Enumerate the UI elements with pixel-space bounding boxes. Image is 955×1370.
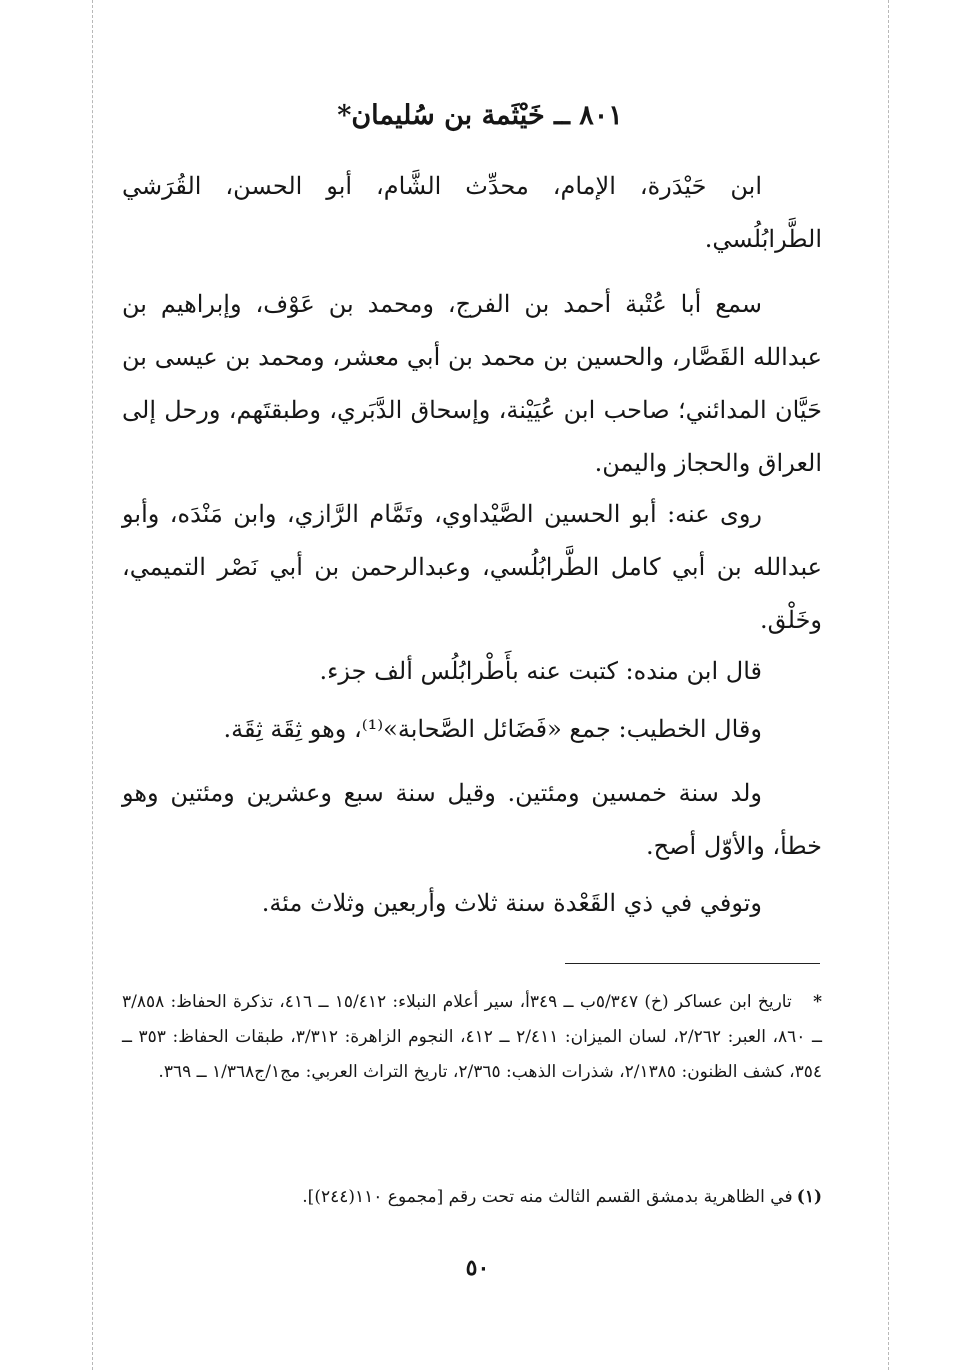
page-number: ٥٠ xyxy=(465,1255,490,1281)
paragraph-text: ولد سنة خمسين ومئتين. وقيل سنة سبع وعشرين ومئتين وهو خطأ، والأوّل أصح. xyxy=(122,779,822,860)
left-margin-line xyxy=(92,0,93,1370)
right-margin-line xyxy=(888,0,889,1370)
footnote-text: تاريخ ابن عساكر (خ) ٥/٣٤٧ب ــ ٣٤٩أ، سير أعلام النبلاء: ١٥/٤١٢ ــ ٤١٦، تذكرة الحفاظ: ٣/٨٥٨ ــ ٨٦٠، العبر: ٢/٢٦٢، لسان الميزان: ٢/٤١١ ــ ٤١٢، النجوم الزاهرة: ٣/٣١٢، طبقات الحفاظ: ٣٥٣ ــ ٣٥٤، كشف الظنون: ٢/١٣٨٥، شذرات الذهب: ٢/٣٦٥، تاريخ التراث العربي: مج١/ج١/٣٦٨ ــ ٣٦٩. xyxy=(122,992,822,1082)
paragraph-khatib-quote xyxy=(122,703,822,756)
paragraph-lineage xyxy=(122,160,822,266)
paragraph-text: روى عنه: أبو الحسين الصَّيْداوي، وتَمَّام الرَّازي، وابن مَنْدَه، وأبو عبدالله بن أبي كامل الطَّرابُلُسي، وعبدالرحمن بن أبي نَصْر التميمي، وخَلْق. xyxy=(122,500,822,634)
footnote-divider xyxy=(565,963,820,964)
footnote-sources xyxy=(122,985,822,1090)
footnote-mark: (١) xyxy=(796,1187,822,1207)
paragraph-birth xyxy=(122,767,822,873)
paragraph-text: ابن حَيْدَرة، الإمام، محدِّث الشَّام، أبو الحسن، القُرَشي الطَّرابُلُسي. xyxy=(122,172,822,253)
footnote-1 xyxy=(122,1180,822,1215)
paragraph-students xyxy=(122,488,822,647)
footnote-text: في الظاهرية بدمشق القسم الثالث منه تحت رقم [مجموع ١١٠(٢٤٤)]. xyxy=(302,1187,793,1207)
footnote-mark: * xyxy=(813,992,822,1012)
paragraph-teachers xyxy=(122,278,822,490)
entry-heading: ٨٠١ ــ خَيْثَمة بن سُليمان* xyxy=(337,100,623,131)
paragraph-ibn-mandah-quote xyxy=(122,645,822,698)
paragraph-text: وتوفي في ذي القَعْدة سنة ثلاث وأربعين وثلاث مئة. xyxy=(261,889,762,917)
paragraph-text: وقال الخطيب: جمع «فَضَائل الصَّحابة»⁽¹⁾، وهو ثِقَة ثِقَة. xyxy=(223,715,762,743)
paragraph-text: قال ابن منده: كتبت عنه بأَطْرابُلُس ألف جزء. xyxy=(319,657,762,685)
paragraph-death xyxy=(122,877,822,930)
paragraph-text: سمع أبا عُتْبة أحمد بن الفرج، ومحمد بن عَوْف، وإبراهيم بن عبدالله القَصَّار، والحسين بن محمد بن أبي معشر، ومحمد بن عيسى بن حَيَّان المدائني؛ صاحب ابن عُيَيْنة، وإسحاق الدَّبَري، وطبقتَهم، ورحل إلى العراق والحجاز واليمن. xyxy=(122,290,822,477)
